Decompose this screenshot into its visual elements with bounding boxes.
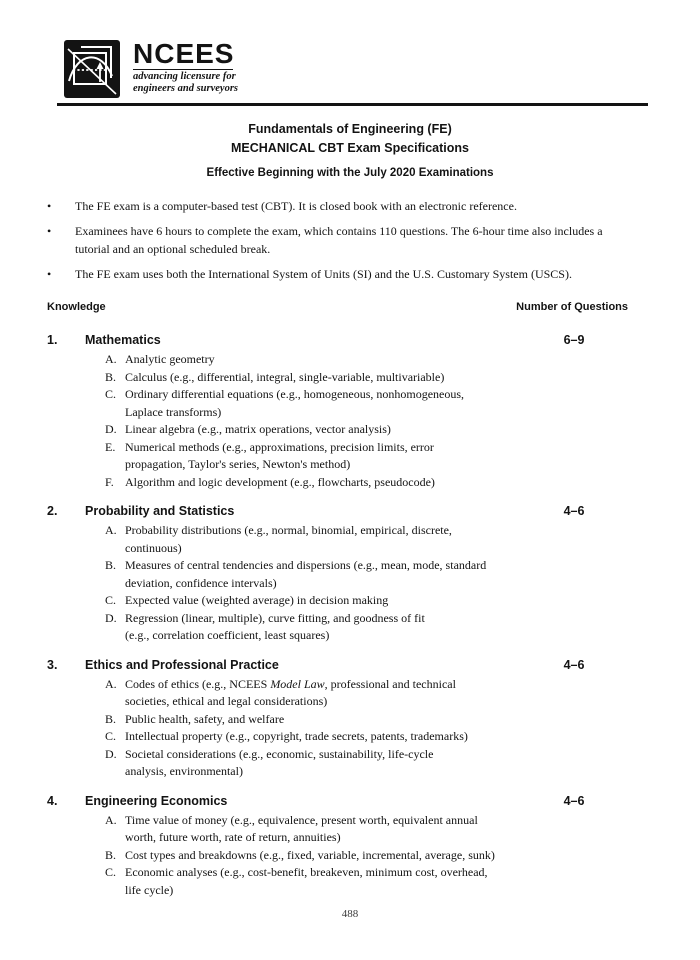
section-header [47, 502, 628, 521]
section-title: Ethics and Professional Practice [85, 657, 279, 672]
knowledge-column-header: Knowledge [47, 301, 106, 313]
section-number: 2. [47, 504, 58, 518]
section-question-count: 4–6 [563, 657, 585, 672]
item-text [125, 557, 486, 592]
section-item [105, 864, 628, 899]
item-letter: D. [105, 746, 117, 761]
section-item [105, 386, 628, 421]
section-number: 3. [47, 657, 58, 672]
item-letter: B. [105, 847, 117, 862]
section-item [105, 610, 628, 645]
item-letter: D. [105, 422, 117, 436]
text-line: Codes of ethics (e.g., NCEES Model Law, professional and technical [125, 676, 456, 691]
bullet-text [75, 266, 572, 284]
text-line: continuous) [125, 540, 182, 555]
item-text [125, 610, 425, 645]
text-line: Regression (linear, multiple), curve fitting, and goodness of fit [125, 610, 425, 625]
item-text [125, 728, 468, 746]
tagline-line-1: advancing licensure for [133, 71, 236, 82]
section-item [105, 592, 628, 610]
text-line: Public health, safety, and welfare [125, 711, 285, 726]
section-item [105, 711, 628, 729]
text-line: Probability distributions (e.g., normal, binomial, empirical, discrete, [125, 523, 452, 537]
section-item [105, 439, 628, 474]
text-line: Economic analyses (e.g., cost-benefit, breakeven, minimum cost, overhead, [125, 865, 488, 879]
brand-name: NCEES [133, 38, 235, 69]
item-text [125, 474, 435, 492]
text-line: Examinees have 6 hours to complete the exam, which contains 110 questions. The 6-hour time also includes a [75, 224, 603, 238]
bullet-glyph: • [47, 199, 52, 213]
item-text [125, 439, 434, 474]
item-text [125, 522, 452, 557]
text-line: Expected value (weighted average) in decision making [125, 593, 389, 607]
text-line: (e.g., correlation coefficient, least squares) [125, 628, 330, 642]
item-letter: B. [105, 369, 117, 384]
section-title: Engineering Economics [85, 793, 228, 808]
header-rule [57, 103, 648, 106]
section-item [105, 351, 628, 369]
item-letter: C. [105, 865, 117, 879]
item-text [125, 592, 388, 610]
item-text [125, 676, 456, 711]
text-line: The FE exam is a computer-based test (CBT). It is closed book with an electronic reference. [75, 199, 517, 213]
text-line: Calculus (e.g., differential, integral, single-variable, multivariable) [125, 369, 445, 384]
item-letter: D. [105, 610, 117, 625]
ncees-logo [64, 38, 239, 98]
section-item [105, 676, 628, 711]
item-text [125, 711, 284, 729]
item-text [125, 812, 478, 847]
document-title-line-1: Fundamentals of Engineering (FE) [248, 122, 452, 136]
knowledge-section [47, 792, 628, 900]
title-block [0, 120, 700, 179]
text-line: Numerical methods (e.g., approximations, precision limits, error [125, 439, 434, 454]
text-line: Intellectual property (e.g., copyright, trade secrets, patents, trademarks) [125, 729, 468, 743]
item-letter: E. [105, 439, 116, 454]
item-letter: A. [105, 352, 117, 366]
text-line: Algorithm and logic development (e.g., flowcharts, pseudocode) [125, 474, 435, 489]
ncees-logo-icon [64, 40, 120, 98]
item-letter: C. [105, 729, 117, 743]
item-text [125, 746, 433, 781]
table-header-row [47, 301, 628, 313]
item-letter: A. [105, 676, 117, 691]
section-number: 4. [47, 793, 58, 808]
section-header [47, 656, 628, 675]
knowledge-section [47, 331, 628, 491]
item-letter: B. [105, 711, 117, 726]
text-line: The FE exam uses both the International System of Units (SI) and the U.S. Customary System (USCS). [75, 266, 572, 281]
bullet-item [47, 223, 657, 258]
knowledge-sections [47, 331, 628, 910]
tagline-line-2: engineers and surveyors [133, 82, 239, 94]
section-item [105, 557, 628, 592]
item-letter: A. [105, 523, 117, 537]
knowledge-section [47, 656, 628, 781]
text-line: Ordinary differential equations (e.g., homogeneous, nonhomogeneous, [125, 387, 465, 401]
item-letter: B. [105, 558, 117, 572]
section-item [105, 812, 628, 847]
ncees-logo-text [133, 38, 239, 94]
section-question-count: 4–6 [563, 793, 585, 808]
text-line: propagation, Taylor's series, Newton's method) [125, 457, 351, 471]
item-text [125, 386, 464, 421]
item-text [125, 369, 444, 387]
item-text [125, 421, 391, 439]
document-title-line-2: MECHANICAL CBT Exam Specifications [230, 141, 469, 155]
item-letter: A. [105, 812, 117, 827]
page-number: 488 [341, 908, 359, 920]
section-title: Mathematics [85, 333, 161, 347]
brand-tagline [133, 69, 239, 94]
bullet-item [47, 198, 657, 216]
section-question-count: 4–6 [563, 504, 585, 518]
text-line: Cost types and breakdowns (e.g., fixed, variable, incremental, average, sunk) [125, 847, 495, 862]
item-letter: C. [105, 387, 117, 401]
section-number: 1. [47, 333, 58, 347]
bullet-text [75, 223, 603, 258]
section-question-count: 6–9 [563, 333, 585, 347]
item-letter: C. [105, 593, 117, 607]
text-line: Laplace transforms) [125, 404, 222, 419]
text-line: worth, future worth, rate of return, annuities) [125, 830, 341, 844]
item-text [125, 847, 495, 865]
section-item [105, 522, 628, 557]
item-letter: F. [105, 474, 114, 489]
section-item [105, 474, 628, 492]
effective-date-subtitle: Effective Beginning with the July 2020 Examinations [206, 167, 494, 179]
bullet-glyph: • [47, 224, 52, 238]
item-text [125, 351, 215, 369]
section-header [47, 331, 628, 350]
item-text [125, 864, 488, 899]
text-line: tutorial and an optional scheduled break. [75, 241, 271, 256]
text-line: Time value of money (e.g., equivalence, present worth, equivalent annual [125, 812, 478, 827]
section-item [105, 369, 628, 387]
text-line: societies, ethical and legal considerations) [125, 694, 328, 708]
questions-column-header: Number of Questions [516, 301, 628, 313]
section-item [105, 746, 628, 781]
intro-bullet-list [47, 198, 657, 291]
section-item [105, 728, 628, 746]
knowledge-section [47, 502, 628, 645]
bullet-glyph: • [47, 266, 52, 281]
text-line: Linear algebra (e.g., matrix operations, vector analysis) [125, 422, 391, 436]
text-line: life cycle) [125, 882, 174, 897]
section-title: Probability and Statistics [85, 504, 235, 518]
text-line: analysis, environmental) [125, 764, 243, 778]
section-item [105, 847, 628, 865]
bullet-text [75, 198, 517, 216]
text-line: Analytic geometry [125, 352, 215, 366]
bullet-item [47, 266, 657, 284]
section-item [105, 421, 628, 439]
text-line: deviation, confidence intervals) [125, 575, 277, 590]
text-line: Measures of central tendencies and dispersions (e.g., mean, mode, standard [125, 558, 487, 572]
text-line: Societal considerations (e.g., economic, sustainability, life-cycle [125, 746, 434, 761]
section-header [47, 792, 628, 811]
